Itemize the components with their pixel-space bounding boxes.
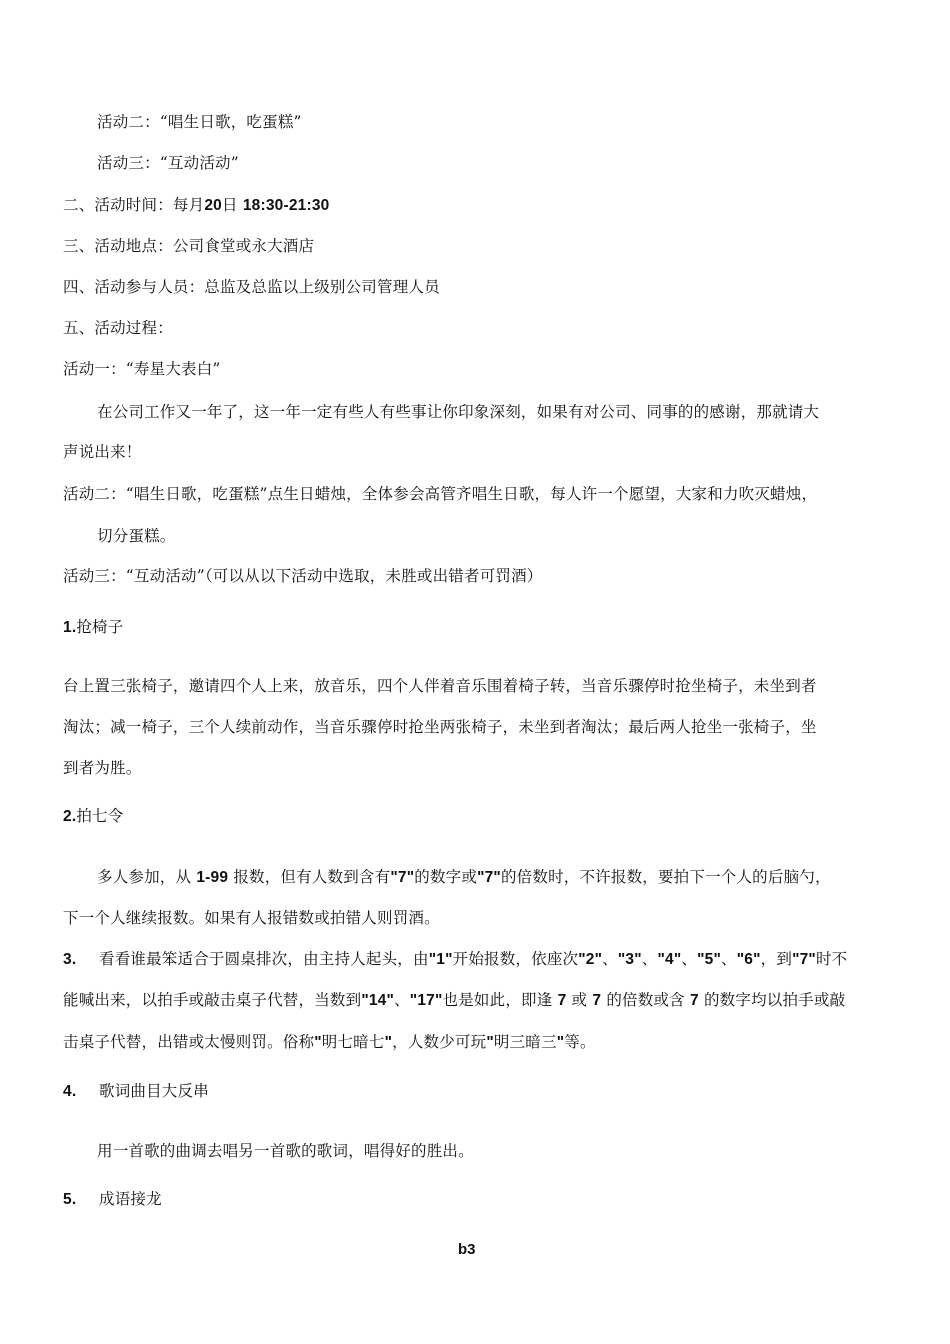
text: 在公司工作又一年了，这一年一定有些人有些事让你印象深刻，如果有对公司、同事的的感谢，那就请大 <box>97 403 820 421</box>
text: 击桌子代替，出错或太慢则罚。俗称 <box>63 1033 315 1051</box>
activity-one-heading <box>63 359 221 379</box>
time-range: 18:30-21:30 <box>242 197 330 214</box>
text: 、 <box>681 950 698 968</box>
text: 、 <box>394 991 410 1009</box>
game-four-heading <box>63 1081 209 1102</box>
text: 拍七令 <box>76 807 124 825</box>
quote: " <box>486 1034 494 1051</box>
text: 等。 <box>564 1033 596 1051</box>
text: 声说出来！ <box>63 443 142 461</box>
number: 7 <box>690 992 699 1009</box>
activity-two-heading <box>97 112 302 132</box>
activity-three-heading <box>97 153 239 173</box>
quote: " <box>556 1034 565 1051</box>
text: 的数字均以拍手或敲 <box>703 991 846 1009</box>
text: 活动三：“互动活动”（可以从以下活动中选取，未胜或出错者可罚酒） <box>63 567 543 585</box>
number: 1-99 <box>196 869 229 886</box>
activity-time <box>63 195 329 216</box>
activity-participants <box>63 277 440 297</box>
game-one-text-line-3 <box>63 758 142 778</box>
activity-two-text-line-2 <box>97 526 176 546</box>
number: "3" <box>617 951 642 968</box>
text: 歌词曲目大反串 <box>99 1082 209 1100</box>
item-number: 2. <box>63 808 77 825</box>
number: "17" <box>409 992 443 1009</box>
text: 、 <box>641 950 658 968</box>
text: 、 <box>602 950 618 968</box>
text: 也是如此，即逢 <box>442 991 553 1009</box>
number: 7 <box>592 992 602 1009</box>
activity-process-heading <box>63 318 173 338</box>
game-three-text-line-3 <box>63 1032 596 1053</box>
text: 四、活动参与人员：总监及总监以上级别公司管理人员 <box>63 278 440 296</box>
game-five-heading <box>63 1189 162 1210</box>
text: 的倍数或含 <box>606 991 685 1009</box>
text: 看看谁最笨适合于圆桌排次，由主持人起头，由 <box>99 950 429 968</box>
game-two-text-line-1 <box>97 867 831 888</box>
text: 台上置三张椅子，邀请四个人上来，放音乐，四个人伴着音乐围着椅子转，当音乐骤停时抢坐椅子，未坐到者 <box>63 677 817 695</box>
text: 明七暗七 <box>321 1033 385 1051</box>
number: "7" <box>390 869 415 886</box>
text: 下一个人继续报数。如果有人报错数或拍错人则罚酒。 <box>63 909 440 927</box>
activity-three-text <box>63 566 543 586</box>
quote: " <box>384 1034 393 1051</box>
text: 多人参加，从 <box>97 868 192 886</box>
item-number: 1. <box>63 619 77 636</box>
text: 的数字或 <box>414 868 478 886</box>
item-number: 3. <box>63 951 77 968</box>
text: ，人数少可玩 <box>392 1033 487 1051</box>
game-four-text <box>97 1141 474 1161</box>
text: 日 <box>221 196 238 214</box>
activity-two-text-line-1 <box>63 484 817 504</box>
number: "5" <box>697 951 722 968</box>
number: 7 <box>557 992 567 1009</box>
game-two-heading <box>63 806 123 827</box>
page-number: b3 <box>458 1241 476 1258</box>
text: 到者为胜。 <box>63 759 142 777</box>
text: 三、活动地点：公司食堂或永大酒店 <box>63 237 315 255</box>
number: "1" <box>428 951 453 968</box>
activity-one-text-line-2 <box>63 442 142 462</box>
quote: " <box>314 1034 322 1051</box>
text: 明三暗三 <box>493 1033 557 1051</box>
number: "14" <box>361 992 395 1009</box>
text: 活动一：“寿星大表白” <box>63 360 221 378</box>
game-three-text-line-2 <box>63 990 845 1011</box>
text: 五、活动过程： <box>63 319 173 337</box>
text: 报数，但有人数到含有 <box>233 868 391 886</box>
text: 活动二：“唱生日歌，吃蛋糕” <box>97 113 302 131</box>
text: 开始报数，依座次 <box>452 950 579 968</box>
text: 或 <box>571 991 588 1009</box>
game-two-text-line-2 <box>63 908 440 928</box>
text: 时不 <box>815 950 848 968</box>
game-one-heading <box>63 617 123 638</box>
text: 二、活动时间：每月 <box>63 196 205 214</box>
text: 的倍数时，不许报数，要拍下一个人的后脑勺， <box>500 868 831 886</box>
text: 切分蛋糕。 <box>97 527 176 545</box>
activity-location <box>63 236 314 256</box>
text: 能喊出来，以拍手或敲击桌子代替，当数到 <box>63 991 362 1009</box>
game-three-text-line-1 <box>63 949 847 970</box>
number: "6" <box>736 951 761 968</box>
day-number: 20 <box>204 197 222 214</box>
item-number: 4. <box>63 1083 77 1100</box>
number: "7" <box>792 951 816 968</box>
number: "4" <box>657 951 682 968</box>
text: 活动三：“互动活动” <box>97 154 239 172</box>
text: 活动二：“唱生日歌，吃蛋糕”点生日蜡烛，全体参会高管齐唱生日歌，每人许一个愿望，大家和力吹灭蜡烛， <box>63 485 818 503</box>
game-one-text-line-2 <box>63 717 817 737</box>
text: 抢椅子 <box>76 618 124 636</box>
number: "7" <box>477 869 501 886</box>
activity-one-text-line-1 <box>97 402 819 422</box>
text: 成语接龙 <box>99 1190 162 1208</box>
text: 淘汰；减一椅子，三个人续前动作，当音乐骤停时抢坐两张椅子，未坐到者淘汰；最后两人抢坐一张椅子，坐 <box>63 718 817 736</box>
number: "2" <box>578 951 603 968</box>
text: 、 <box>721 950 737 968</box>
game-one-text-line-1 <box>63 676 817 696</box>
text: ，到 <box>760 950 793 968</box>
text: 用一首歌的曲调去唱另一首歌的歌词，唱得好的胜出。 <box>97 1142 474 1160</box>
item-number: 5. <box>63 1191 77 1208</box>
